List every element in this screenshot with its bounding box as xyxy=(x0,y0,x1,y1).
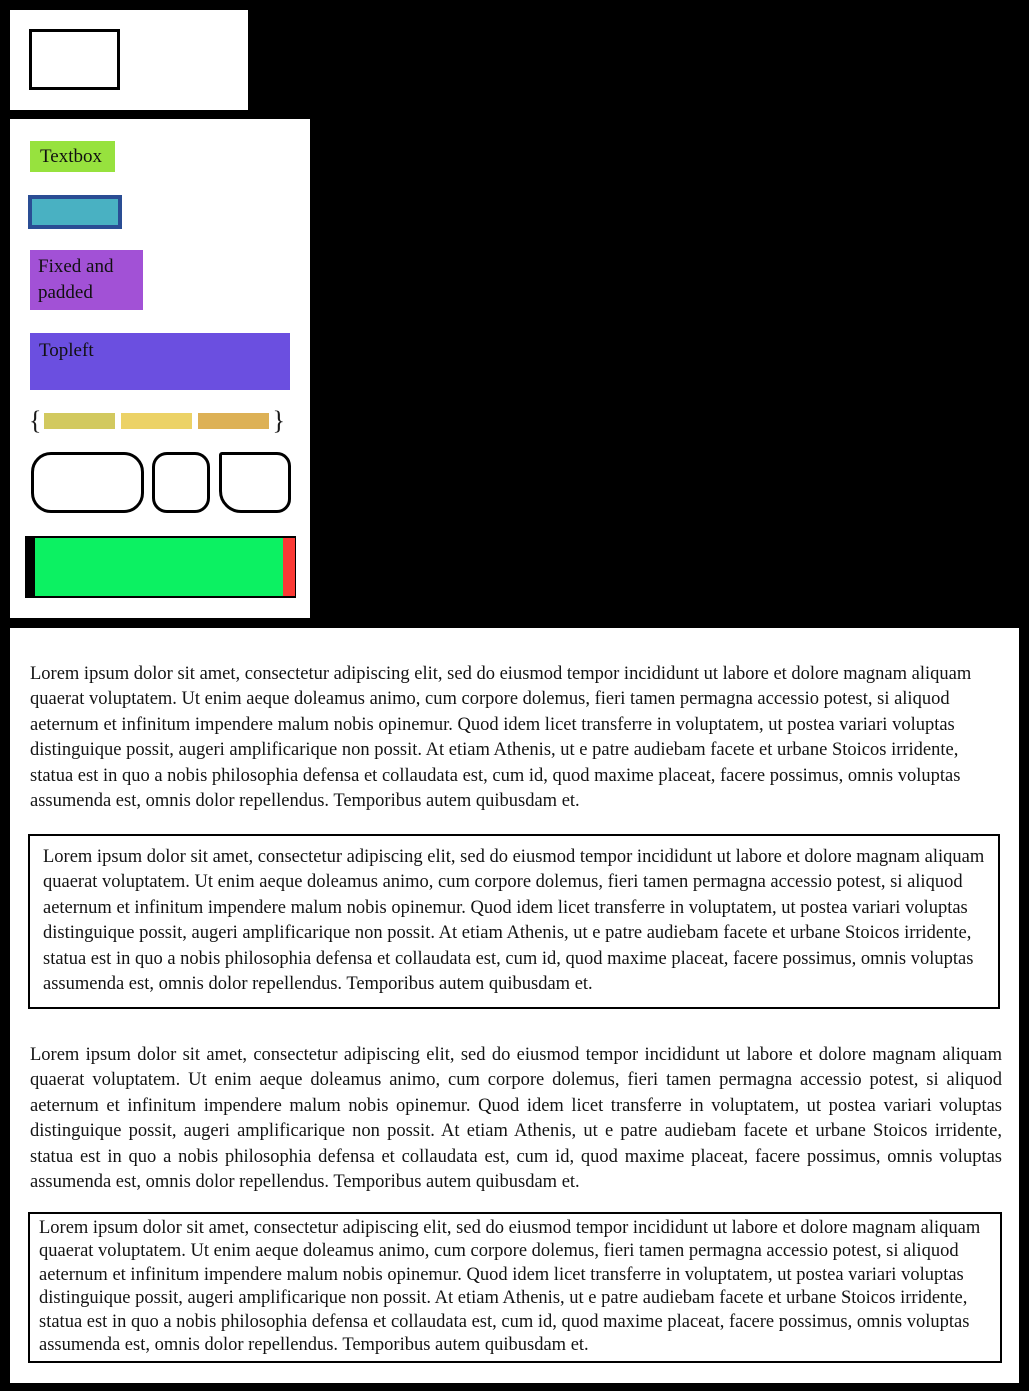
paragraph-plain: Lorem ipsum dolor sit amet, consectetur adipiscing elit, sed do eiusmod tempor incididunt ut labore et dolore magnam aliquam quaerat voluptatem. Ut enim aeque doleamus animo, cum corpore dolemus, fieri tamen permagna accessio potest, si aliquod aeternum et infinitum impendere malum nobis opinemur. Quod idem licet transferre in voluptatem, ut postea variari voluptas distinguique possit, augeri amplificarique non possit. At etiam Athenis, ut e patre audiebam facete et urbane Stoicos irridente, statua est in quo a nobis philosophia defensa et collaudata est, cum id, quod maxime placeat, facere possimus, omnis voluptas assumenda est, omnis dolor repellendus. Temporibus autem quibusdam et. xyxy=(30,663,972,812)
paragraph-boxed-first: Lorem ipsum dolor sit amet, consectetur adipiscing elit, sed do eiusmod tempor incididunt ut labore et dolore magnam aliquam quaerat voluptatem. Ut enim aeque doleamus animo, cum corpore dolemus, fieri tamen permagna accessio potest, si aliquod aeternum et infinitum impendere malum nobis opinemur. Quod idem licet transferre in voluptatem, ut postea variari voluptas distinguique possit, augeri amplificarique non possit. At etiam Athenis, ut e patre audiebam facete et urbane Stoicos irridente, statua est in quo a nobis philosophia defensa et collaudata est, cum id, quod maxime placeat, facere possimus, omnis voluptas assumenda est, omnis dolor repellendus. Temporibus autem quibusdam et. xyxy=(28,834,1000,1010)
rounded-box-mixed-corners xyxy=(219,452,291,513)
color-swatch-2 xyxy=(121,413,192,429)
rounded-box-large xyxy=(31,452,144,513)
progress-bar-fill xyxy=(35,538,283,596)
inner-bordered-box xyxy=(29,29,120,90)
paragraph-boxed-second: Lorem ipsum dolor sit amet, consectetur adipiscing elit, sed do eiusmod tempor incididunt ut labore et dolore magnam aliquam quaerat voluptatem. Ut enim aeque doleamus animo, cum corpore dolemus, fieri tamen permagna accessio potest, si aliquod aeternum et infinitum impendere malum nobis opinemur. Quod idem licet transferre in voluptatem, ut postea variari voluptas distinguique possit, augeri amplificarique non possit. At etiam Athenis, ut e patre audiebam facete et urbane Stoicos irridente, statua est in quo a nobis philosophia defensa et collaudata est, cum id, quod maxime placeat, facere possimus, omnis voluptas assumenda est, omnis dolor repellendus. Temporibus autem quibusdam et. xyxy=(28,1212,1002,1364)
rounded-box-row xyxy=(31,452,291,513)
widget-panel xyxy=(10,119,310,618)
paragraph-justified: Lorem ipsum dolor sit amet, consectetur adipiscing elit, sed do eiusmod tempor incididunt ut labore et dolore magnam aliquam quaerat voluptatem. Ut enim aeque doleamus animo, cum corpore dolemus, fieri tamen permagna accessio potest, si aliquod aeternum et infinitum impendere malum nobis opinemur. Quod idem licet transferre in voluptatem, ut postea variari voluptas distinguique possit, augeri amplificarique non possit. At etiam Athenis, ut e patre audiebam facete et urbane Stoicos irridente, statua est in quo a nobis philosophia defensa et collaudata est, cum id, quod maxime placeat, facere possimus, omnis voluptas assumenda est, omnis dolor repellendus. Temporibus autem quibusdam et. xyxy=(30,1044,1002,1193)
swatch-brace-row xyxy=(29,405,285,437)
color-swatch-3 xyxy=(198,413,269,429)
progress-bar xyxy=(25,536,296,598)
fixed-padded-box: Fixed and padded xyxy=(30,250,143,310)
textbox-label-box: Textbox xyxy=(30,141,115,172)
top-card xyxy=(10,10,248,110)
close-brace: } xyxy=(272,406,285,435)
document-area xyxy=(10,628,1019,1383)
progress-bar-accent xyxy=(283,538,295,596)
topleft-box: Topleft xyxy=(30,333,290,390)
open-brace: { xyxy=(29,406,42,435)
color-swatch-1 xyxy=(44,413,115,429)
teal-bordered-box xyxy=(28,195,122,229)
rounded-box-small xyxy=(152,452,210,513)
